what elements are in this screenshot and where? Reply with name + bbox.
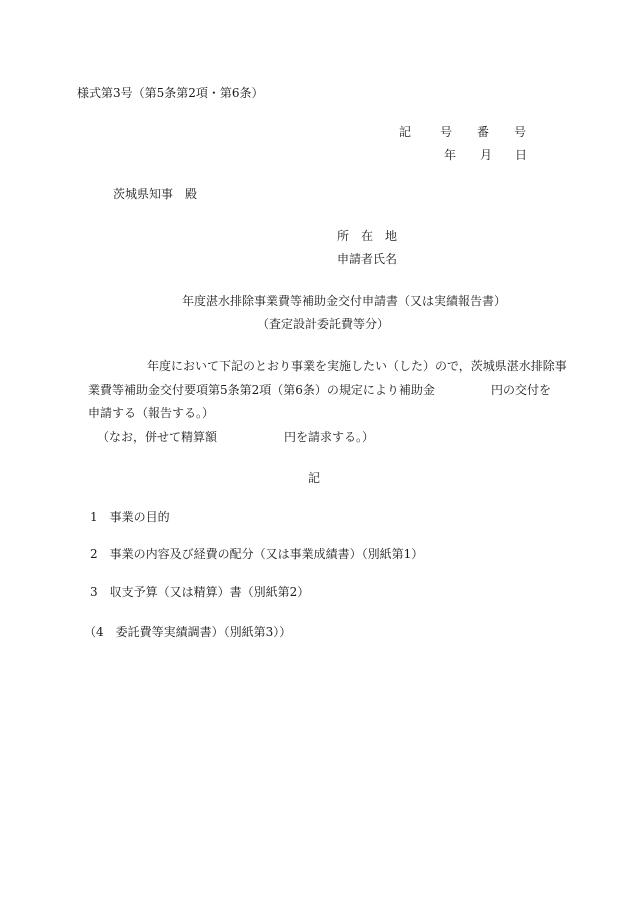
date-year: 年: [444, 148, 457, 162]
document-title: 年度湛水排除事業費等補助金交付申請書（又は実績報告書）: [182, 294, 507, 308]
document-subtitle: （査定設計委託費等分）: [257, 317, 390, 331]
body-line-4a: （なお，併せて精算額: [97, 430, 218, 444]
body-line-4b: 円を請求する。）: [284, 430, 375, 444]
record-go: 号: [440, 125, 453, 139]
body-line-2b: 円の交付を: [491, 383, 552, 397]
list-item: 1 事業の目的: [90, 510, 170, 524]
record-ban: 番: [477, 125, 490, 139]
body-line-1: 年度において下記のとおり事業を実施したい（した）ので，茨城県湛水排除事: [147, 359, 567, 373]
record-heading: 記: [308, 471, 321, 485]
date-day: 日: [515, 148, 528, 162]
form-label: 様式第3号（第5条第2項・第6条）: [77, 86, 264, 100]
addressee: 茨城県知事 殿: [113, 187, 198, 201]
date-month: 月: [480, 148, 493, 162]
applicant-address-label: 所 在 地: [337, 229, 398, 243]
list-item: （4 委託費等実績調書）（別紙第3））: [84, 625, 292, 639]
record-ki: 記: [399, 125, 412, 139]
body-line-3: 申請する（報告する。）: [88, 406, 215, 420]
body-line-2a: 業費等補助金交付要項第5条第2項（第6条）の規定により補助金: [88, 383, 435, 397]
list-item: 3 収支予算（又は精算）書（別紙第2）: [90, 585, 310, 599]
applicant-name-label: 申請者氏名: [337, 252, 398, 266]
list-item: 2 事業の内容及び経費の配分（又は事業成績書）（別紙第1）: [90, 547, 424, 561]
record-go2: 号: [514, 125, 527, 139]
